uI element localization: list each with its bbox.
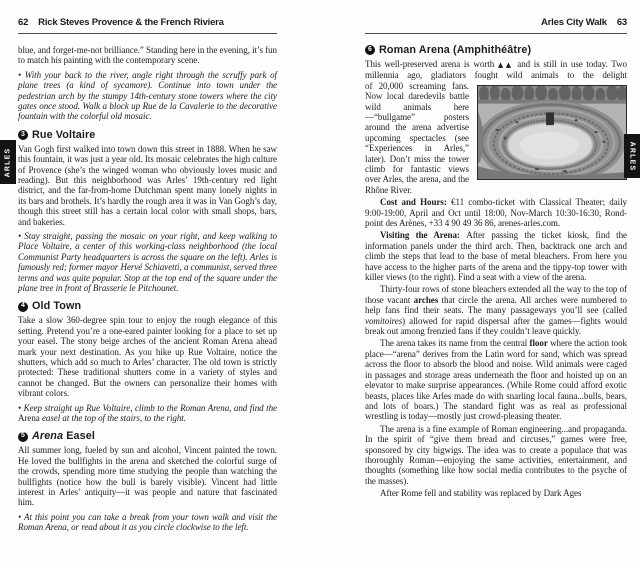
paragraph <box>18 445 277 507</box>
paragraph <box>365 197 627 228</box>
section-number-badge: 5 <box>18 432 28 442</box>
right-page-body <box>365 45 627 499</box>
text-segment: Visiting the Arena: <box>380 230 467 241</box>
text-segment: This well-preserved arena is worth <box>365 58 498 69</box>
left-page-number: 62 <box>18 17 29 28</box>
paragraph <box>365 230 627 282</box>
paragraph-with-photo <box>365 81 627 195</box>
paragraph <box>18 45 277 66</box>
text-segment: • With your back to the river, angle right through the scruffy park of plane trees (a kind of sycamore). Continue into town under the pedestrian arch by the stumpy 14th-century stone towers where the city gates once stood. Walk a block up Rue de la Cavalerie to the decorative fountain with the colorful old mosaic. <box>18 69 277 122</box>
left-running-header <box>18 17 277 34</box>
text-segment: Arena <box>18 413 40 423</box>
right-running-header <box>365 17 627 34</box>
walking-direction <box>18 70 277 122</box>
paragraph <box>18 315 277 398</box>
text-segment: • Keep straight up Rue Voltaire, climb to the Roman Arena, and find the <box>18 402 277 413</box>
text-segment: where the action took place—“arena” derives from the Latin word for sand, which was spread across the floor to absorb the blood and noise. Wild animals were caged in passages and storage areas underneath the floor and hoisted up on an elevator to make surprise appearances. (While Rome could afford exotic beasts, places like Arles made do with snarling local fauna...bulls, bears, and lots of boars.) The standard fight was as real as professional wrestling is today—mostly just crowd-pleasing theater. <box>365 338 627 422</box>
text-segment: The arena is a fine example of Roman engineering...and propaganda. In the spirit of “give them bread and circuses,” games were free, sponsored by city bigwigs. The idea was to create a populace that was thoroughly Roman—enjoying the same activities, entertainment, and thoughts (something like how social media contributes to the psyche of the masses). <box>365 423 627 486</box>
paragraph <box>365 284 627 336</box>
text-segment: ▲▲ <box>497 60 514 69</box>
section-title <box>32 431 95 441</box>
right-page-number: 63 <box>616 17 627 28</box>
arena-photo <box>477 85 627 180</box>
text-segment: easel at the top of the stairs, to the right. <box>39 413 186 423</box>
text-segment: that circle the arena. All arches were numbered to help fans find their seats. The many passageways you’ll see (called <box>365 294 627 316</box>
left-header-title: Rick Steves Provence & the French Riviera <box>38 17 224 28</box>
right-header-title: Arles City Walk <box>541 17 607 28</box>
walking-direction <box>18 231 277 293</box>
text-segment: floor <box>529 338 548 349</box>
chapter-tab-right-label: ARLES <box>628 141 636 171</box>
walking-direction <box>18 512 277 533</box>
text-segment: • At this point you can take a break from your town walk and visit the Roman Arena, or read about it as you circle clockwise to the left. <box>18 511 277 533</box>
section-number-badge: 6 <box>365 45 375 55</box>
text-segment: arches <box>413 294 439 305</box>
text-segment: and is still in use today. Two millennia ago, gladiators fought wild animals to the delight <box>365 58 627 81</box>
chapter-tab-left <box>0 140 16 184</box>
section-heading <box>18 431 277 441</box>
paragraph <box>18 144 277 227</box>
text-segment: Old Town <box>32 300 82 313</box>
text-segment: of 20,000 screaming fans. Now local daredevils battle wild animals here—“bullgame” posters around the arena advertise upcoming spectacles (see “Experiences in Arles,” later). Don’t miss the tower climb for fantastic views over Arles, the arena, and the Rhône River. <box>365 80 469 195</box>
paragraph <box>365 338 627 421</box>
paragraph <box>365 59 627 81</box>
text-segment: blue, and forget-me-not brilliance.” Standing here in the evening, it’s fun to match his painting with the contemporary scene. <box>18 45 277 66</box>
chapter-tab-left-label: ARLES <box>4 147 12 177</box>
text-segment: ) allowed for rapid dispersal after the games—fights would break out among frenzied fans if they couldn’t leave quickly. <box>365 315 627 337</box>
text-segment: Arena <box>32 430 64 443</box>
chapter-tab-right <box>624 134 640 178</box>
walking-direction <box>18 403 277 424</box>
section-title <box>32 130 95 140</box>
section-number-badge: 4 <box>18 302 28 312</box>
left-page-body <box>18 45 277 533</box>
text-segment: Van Gogh first walked into town down this street in 1888. When he saw this fountain, it was just a year old. Its mosaic celebrates the high culture of Provence (she’s the winged woman who obviously loves music and reading). But this neighborhood was Arles’ 19th-century red light district, and the far-from-home Dutchman spent many lonely nights in its bars and brothels. It’s hardly the rough area it was in Van Gogh’s day, though this street still has a certain local color with small shops, bars, and bakeries. <box>18 143 277 227</box>
section-title <box>379 45 531 55</box>
paragraph <box>365 488 627 498</box>
text-segment: Roman Arena (Amphithéâtre) <box>379 44 532 56</box>
section-heading <box>18 301 277 311</box>
text-segment: Take a slow 360-degree spin tour to enjoy the rough elegance of this setting. Pretend you’re a one-eared painter looking for a place to set up your easel. The stony beige arches of the ancient Roman Arena ahead mark your next destination. As you hike up Rue Voltaire, notice the shutters, which add so much to Arles’ character. The old town is strictly protected: These traditional shutters come in a variety of styles and cannot be changed. But the owners can personalize their homes with vibrant colors. <box>18 315 277 399</box>
section-number-badge: 3 <box>18 130 28 140</box>
section-heading <box>18 130 277 140</box>
text-segment: • Stay straight, passing the mosaic on your right, and keep walking to Place Voltaire, a center of this working-class neighborhood (the local Communist Party headquarters is across the square on the left). Arles is famously red; former mayor Hervé Schiavetti, a communist, served three terms and was quite popular. Stop at the top end of the square under the plane tree in front of Brasserie le Pitchounet. <box>18 231 277 294</box>
paragraph <box>365 424 627 486</box>
text-segment: €11 combo-ticket with Classical Theater; daily 9:00-19:00, April and Oct until 18:00, Nov-March 10:30-16:30, Rond-point des Arènes, +33 4 90 49 36 86, arenes-arles.com. <box>365 197 627 228</box>
text-segment: Cost and Hours: <box>380 197 452 208</box>
page-left <box>18 17 277 533</box>
text-segment: Easel <box>63 430 95 443</box>
text-segment: Rue Voltaire <box>32 128 96 141</box>
text-segment: vomitoires <box>365 315 403 326</box>
text-segment: Thirty-four rows of stone bleachers extended all the way to the top of those vacant <box>365 284 627 305</box>
text-segment: After Rome fell and stability was replaced by Dark Ages <box>380 488 582 499</box>
section-heading <box>365 45 627 55</box>
text-segment: The arena takes its name from the central <box>380 338 530 349</box>
page-right <box>365 17 627 499</box>
text-segment: All summer long, fueled by sun and alcohol, Vincent painted the town. He loved the bullfights in the arena and sketched the colorful surge of the crowds, spending more time studying the people than watching the bullfights (notice how the bull is barely visible). Vincent had little interest in Arles’ antiquity—it was people and nature that fascinated him. <box>18 445 277 508</box>
section-title <box>32 301 81 311</box>
arena-photo-graphic <box>478 86 626 179</box>
text-segment: After passing the ticket kiosk, find the information panels under the third arch. Then, backtrack one arch and climb the steps that lead to the base of metal bleachers. From here you have access to the higher parts of the arena and the tippy-top tower with killer views (to the right). Find a seat with a view of the arena. <box>365 230 627 283</box>
